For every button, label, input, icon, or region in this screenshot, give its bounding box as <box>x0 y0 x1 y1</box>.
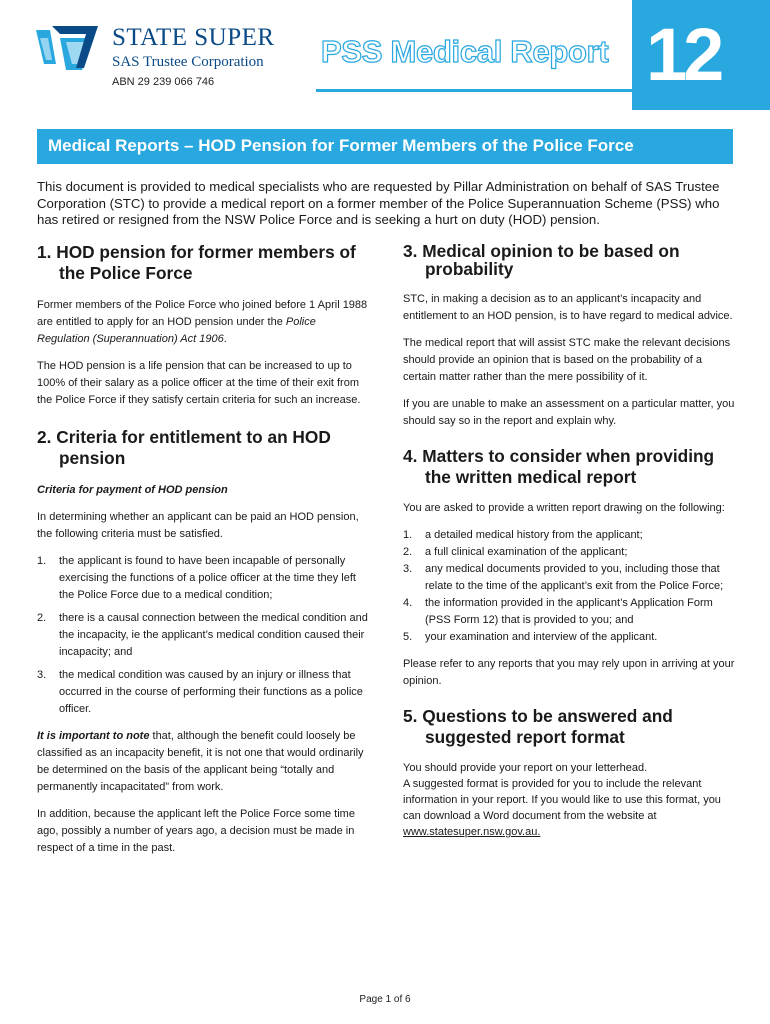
section-5-paragraph-1: You should provide your report on your letterhead. A suggested format is provided for you to include the relevant information in your report. If you would like to use this format, you can download a Word document from the website at www.statesuper.nsw.gov.au. <box>403 762 721 838</box>
brand-subtitle: SAS Trustee Corporation <box>112 54 264 70</box>
section-3-heading: 3. Medical opinion to be based on probability <box>403 241 680 279</box>
section-1-heading: 1. HOD pension for former members of the Police Force <box>37 242 356 283</box>
list-item: 2. a full clinical examination of the applicant; <box>403 546 628 558</box>
section-1-paragraph-1: Former members of the Police Force who joined before 1 April 1988 are entitled to apply for an HOD pension under the Police Regulation (Superannuation) Act 1906. <box>37 299 368 345</box>
section-2-paragraph-3: In addition, because the applicant left the Police Force some time ago, possibly a number of years ago, a decision must be made in respect of a time in the past. <box>37 808 355 854</box>
list-item: 3. the medical condition was caused by an injury or illness that occurred in the course of performing their functions as a police officer. <box>37 669 363 715</box>
matters-list <box>403 527 735 646</box>
section-2-heading: 2. Criteria for entitlement to an HOD pension <box>37 427 331 468</box>
form-number-box <box>632 0 770 110</box>
right-column <box>403 242 735 850</box>
list-item: 5. your examination and interview of the applicant. <box>403 631 658 643</box>
list-item: 2. there is a causal connection between the medical condition and the incapacity, ie the applicant’s medical condition caused their incapacity; and <box>37 612 368 658</box>
section-3-paragraph-3: If you are unable to make an assessment on a particular matter, you should say so in the report and explain why. <box>403 398 735 427</box>
section-3-paragraph-1: STC, in making a decision as to an applicant’s incapacity and entitlement to an HOD pension, is to have regard to medical advice. <box>403 293 733 322</box>
section-4-paragraph-2: Please refer to any reports that you may rely upon in arriving at your opinion. <box>403 658 735 687</box>
section-2-paragraph-1: In determining whether an applicant can be paid an HOD pension, the following criteria must be satisfied. <box>37 511 359 540</box>
abn-number: ABN 29 239 066 746 <box>112 76 215 88</box>
brand-name: STATE SUPER <box>112 24 275 51</box>
page-number: Page 1 of 6 <box>359 994 411 1005</box>
section-4-heading: 4. Matters to consider when providing the written medical report <box>403 446 715 487</box>
statesuper-website-link[interactable]: www.statesuper.nsw.gov.au. <box>403 826 541 838</box>
criteria-list <box>37 553 371 718</box>
section-5-heading: 5. Questions to be answered and suggested report format <box>403 706 673 747</box>
list-item: 4. the information provided in the applicant’s Application Form (PSS Form 12) that is provided to you; and <box>403 597 713 626</box>
report-title: PSS Medical Report <box>321 34 609 69</box>
important-note-paragraph: It is important to note that, although the benefit could loosely be classified as an incapacity benefit, it is not one that would ordinarily be determined on the basis of the applicant being “totally and permanently incapacitated” from work. <box>37 730 364 793</box>
section-4-paragraph-1: You are asked to provide a written report drawing on the following: <box>403 502 725 514</box>
list-item: 1. a detailed medical history from the applicant; <box>403 529 643 541</box>
list-item: 1. the applicant is found to have been incapable of personally exercising the functions of a police officer at the time they left the Police Force due to a medical condition; <box>37 555 356 601</box>
left-column <box>37 242 371 867</box>
intro-paragraph: This document is provided to medical specialists who are requested by Pillar Administration on behalf of SAS Trustee Corporation (STC) to provide a medical report on a former member of the Police Superannuation Scheme (PSS) who has retired or resigned from the NSW Police Force and is seeking a hurt on duty (HOD) pension. <box>37 179 720 227</box>
section-1-paragraph-2: The HOD pension is a life pension that can be increased to up to 100% of their salary as a police officer at the time of their exit from the Police Force if they satisfy certain criteria for such an increase. <box>37 360 361 406</box>
state-super-logo-icon <box>36 24 98 72</box>
banner-title: Medical Reports – HOD Pension for Former Members of the Police Force <box>48 136 634 155</box>
section-3-paragraph-2: The medical report that will assist STC make the relevant decisions should provide an opinion that is based on the probability of a certain matter rather than the mere possibility of it. <box>403 337 731 383</box>
section-2-subheading: Criteria for payment of HOD pension <box>37 484 228 496</box>
section-banner <box>37 129 733 164</box>
list-item: 3. any medical documents provided to you, including those that relate to the time of the applicant’s exit from the Police Force; <box>403 563 724 592</box>
form-number: 12 <box>646 13 721 96</box>
